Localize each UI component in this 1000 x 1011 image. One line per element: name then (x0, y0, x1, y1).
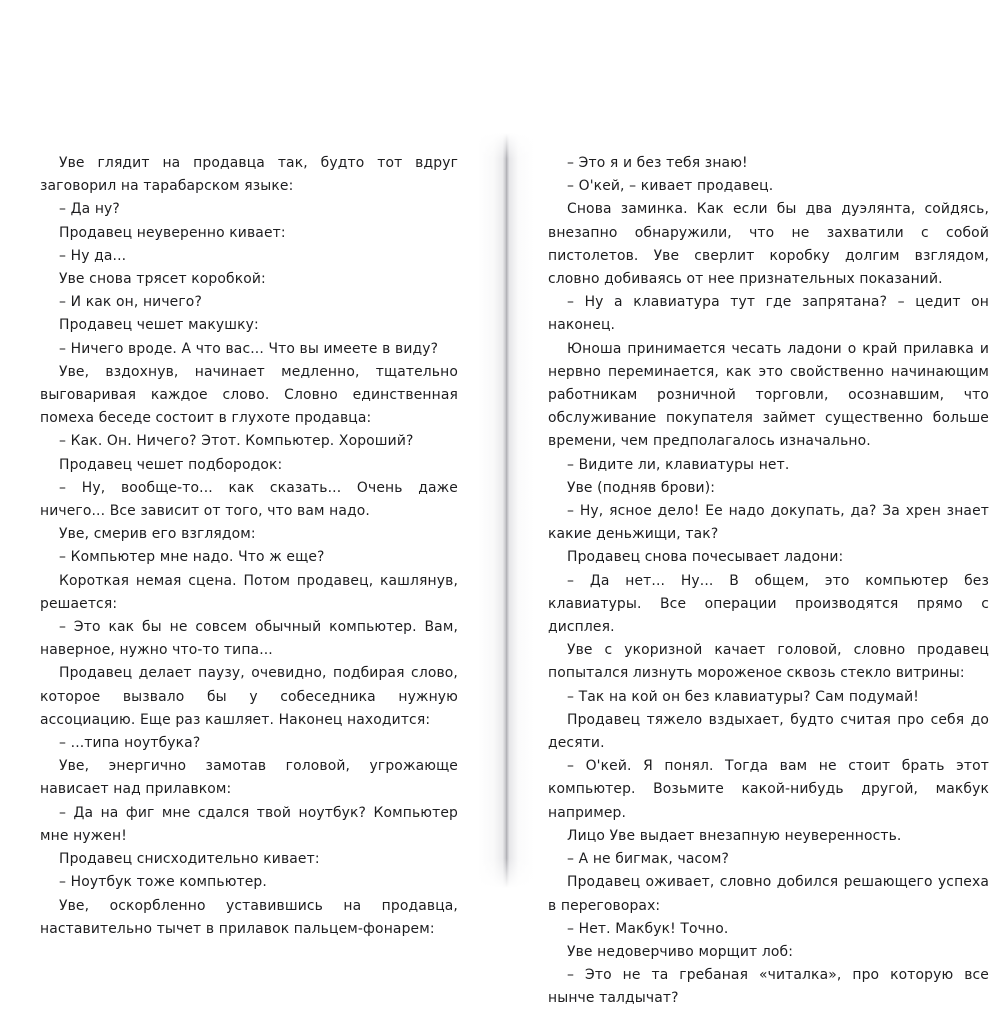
paragraph: Лицо Уве выдает внезапную неуверенность. (567, 827, 902, 844)
paragraph: – О'кей. Я понял. Тогда вам не стоит брать этот компьютер. Возьмите какой-нибудь другой, макбук например. (548, 758, 989, 821)
paragraph: Уве, смерив его взглядом: (59, 526, 256, 543)
paragraph: Уве, вздохнув, начинает медленно, тщательно выговаривая каждое слово. Словно единственная помеха беседе состоит в глухоте продавца: (40, 363, 458, 427)
paragraph: – Как. Он. Ничего? Этот. Компьютер. Хороший? (59, 433, 414, 450)
paragraph: – О'кей, – кивает продавец. (567, 178, 774, 195)
paragraph: – Так на кой он без клавиатуры? Сам подумай! (567, 688, 920, 705)
paragraph: – Да нет... Ну... В общем, это компьютер без клавиатуры. Все операции производятся прямо с дисплея. (548, 572, 989, 636)
paragraph: Уве глядит на продавца так, будто тот вдруг заговорил на тарабарском языке: (40, 155, 458, 195)
paragraph: – Ну, вообще-то... как сказать... Очень даже ничего... Все зависит от того, что вам надо. (40, 479, 458, 520)
paragraph: Продавец снисходительно кивает: (59, 851, 320, 868)
paragraph: Снова заминка. Как если бы два дуэлянта, сойдясь, внезапно обнаружили, что не захватили с собой пистолетов. Уве сверлит коробку долгим взглядом, словно добиваясь от нее признательных показаний. (548, 201, 989, 288)
paragraph: Уве, оскорбленно уставившись на продавца, наставительно тычет в прилавок пальцем-фонарем: (40, 897, 458, 937)
book-gutter-fade-top (478, 133, 534, 159)
book-gutter-shadow (478, 133, 534, 888)
paragraph: Продавец неуверенно кивает: (59, 224, 286, 241)
paragraph: Продавец снова почесывает ладони: (567, 549, 844, 566)
paragraph: Уве (подняв брови): (567, 479, 716, 496)
paragraph: – ...типа ноутбука? (59, 735, 201, 752)
paragraph: Продавец чешет макушку: (59, 317, 259, 334)
paragraph: – Да ну? (59, 201, 120, 218)
paragraph: – Это не та гребаная «читалка», про которую все нынче талдычат? (548, 967, 989, 1007)
paragraph: – А не бигмак, часом? (567, 851, 730, 868)
paragraph: – Ноутбук тоже компьютер. (59, 874, 267, 891)
right-page (548, 152, 989, 1011)
book-gutter-fade-bottom (478, 858, 534, 888)
left-page (40, 152, 458, 941)
paragraph: – Ну а клавиатура тут где запрятана? – цедит он наконец. (548, 294, 989, 334)
paragraph: – Да на фиг мне сдался твой ноутбук? Компьютер мне нужен! (40, 804, 458, 844)
paragraph: Уве снова трясет коробкой: (59, 271, 266, 288)
paragraph: Продавец оживает, словно добился решающего успеха в переговорах: (548, 874, 989, 914)
paragraph: Короткая немая сцена. Потом продавец, кашлянув, решается: (40, 572, 458, 612)
paragraph: – Ну да... (59, 247, 127, 264)
paragraph: – Это я и без тебя знаю! (567, 155, 748, 171)
paragraph: Продавец чешет подбородок: (59, 456, 283, 473)
paragraph: Уве недоверчиво морщит лоб: (567, 943, 794, 960)
paragraph: – Ну, ясное дело! Ее надо докупать, да? За хрен знает какие деньжищи, так? (548, 503, 989, 543)
paragraph: – Нет. Макбук! Точно. (567, 920, 729, 937)
paragraph: Уве с укоризной качает головой, словно продавец попытался лизнуть мороженое сквозь стекло витрины: (548, 642, 989, 682)
paragraph: Юноша принимается чесать ладони о край прилавка и нервно переминается, как это свойственно начинающим работникам розничной торговли, осознавшим, что обслуживание покупателя займет существенно больше времени, чем предполагалось изначально. (548, 340, 989, 450)
paragraph: Продавец делает паузу, очевидно, подбирая слово, которое вызвало бы у собеседника нужную ассоциацию. Еще раз кашляет. Наконец находится: (40, 665, 458, 728)
paragraph: – Компьютер мне надо. Что ж еще? (59, 549, 325, 566)
paragraph: – Ничего вроде. А что вас... Что вы имеете в виду? (59, 340, 439, 357)
paragraph: – Это как бы не совсем обычный компьютер. Вам, наверное, нужно что-то типа... (40, 619, 458, 659)
paragraph: – И как он, ничего? (59, 294, 202, 311)
paragraph: Продавец тяжело вздыхает, будто считая про себя до десяти. (548, 711, 989, 752)
paragraph: Уве, энергично замотав головой, угрожающе нависает над прилавком: (40, 758, 458, 798)
paragraph: – Видите ли, клавиатуры нет. (567, 456, 790, 473)
